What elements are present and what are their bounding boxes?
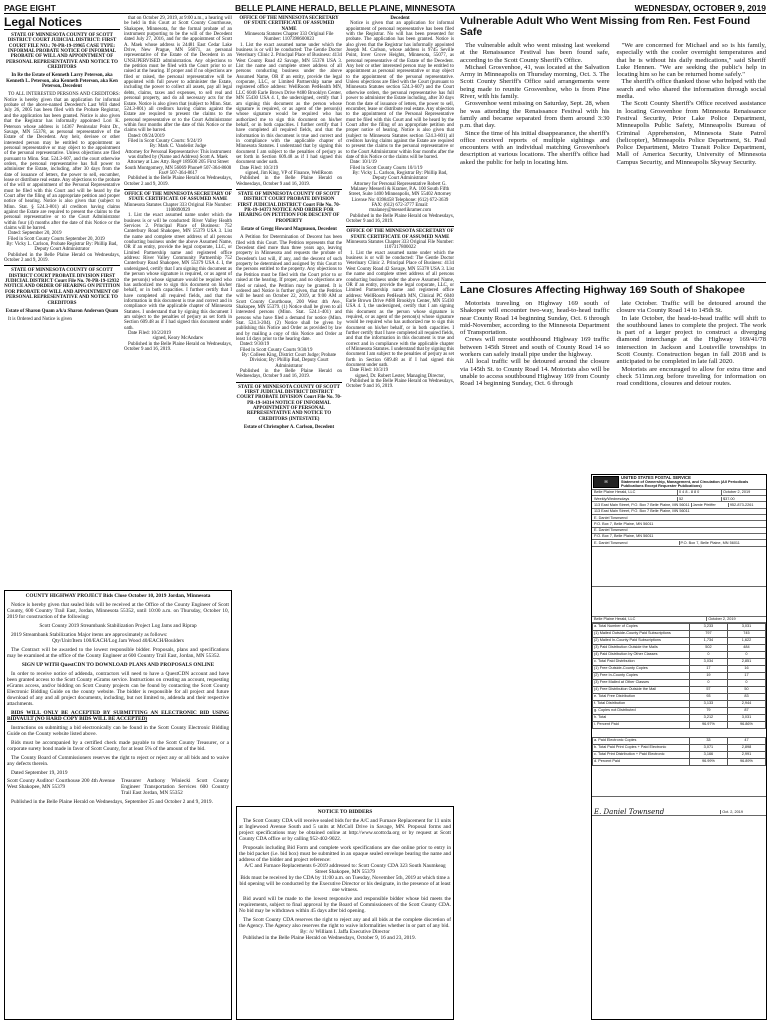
average-copies: 0	[689, 651, 727, 658]
row-label: d. Percent Paid	[593, 758, 690, 765]
average-copies: 3,212	[689, 714, 727, 721]
owner-address: P.O. Box 7, Belle Plaine, MN 56011	[680, 540, 740, 545]
estate-name: In Re the Estate of Kenneth Larry Peterson, aka Kenneth L. Peterson, aka Kenneth Peterson, aka Ken Peterson, Decedent	[6, 73, 118, 90]
cda-bid-notice	[236, 806, 454, 1020]
item-list: Qty/Unit/Item 100/EACH/Log Jam Wood 40/EACH/Boulders	[52, 638, 184, 644]
average-copies: 33	[689, 737, 727, 744]
headquarters-address: 113 East Main Street, P.O. Box 7 Belle Plaine, MN 56011	[594, 509, 690, 514]
circulation-row	[593, 737, 766, 744]
single-issue-copies: 3,031	[727, 623, 765, 630]
notice-body: Instructions on submitting a bid electronically can be found in the Scott County Electronic Bidding Guide on the County website listed above.	[7, 725, 229, 737]
story-paragraph: Michael Grosvenhoe, 41, was located at the Salvation Army in Minneapolis on Thursday morning, Oct. 3. The Scott County Sheriff's Office said arrangements were being made to reunite Grosvenhoe, who is from Pine River, with his family.	[460, 63, 610, 101]
notice-body: 1. List the exact assumed name under which the business is or will be conducted: River Valley Health Services 2. Principal Place of Business: 752 Canterbury Road Shakopee, MN 55379 USA 3. List the name and complete street address of all persons conducting business under the above Assumed Name, OR if an entity, provide the legal corporate, LLC, or Limited Partnership name and registered office address: River Valley Community Partnership 752 Canterbury Road Shakopee, MN 55379 USA 4. I, the undersigned, certify that I am signing this document as the person whose signature is required, or as agent of the person(s) whose signature would be required who has authorized me to sign this document on his/her behalf, or in both capacities. I further certify that I have completed all required fields, and that the information in this document is true and correct and in compliance with the applicable chapter of Minnesota Statutes. I understand that by signing this document I am subject to the penalties of perjury as set forth in Section 609.48 as if I had signed this document under oath.	[124, 213, 232, 331]
average-copies: 0	[689, 679, 727, 686]
single-issue-copies: 87	[727, 707, 765, 714]
circulation-row	[593, 700, 766, 707]
circulation-row	[593, 651, 766, 658]
owner-name: E. Daniel Townsend	[593, 541, 680, 545]
single-issue-copies: 2,898	[727, 744, 765, 751]
estate-name: Estate of Gregg Howard Magnuson, Decedent	[241, 227, 337, 233]
editor-name: E. Daniel Townsend	[594, 528, 628, 533]
notice-subheading: Minnesota Statutes Chapter 333 Original File Number: 1107317800022	[346, 240, 454, 251]
notice-signature: By: /s/ William I. Jaffa Executive Director	[300, 929, 390, 935]
notice-body: The Scott County CDA will receive sealed bids for the A/C and Furnace Replacement for 11 units at Inglewood Avenue South and 5 units at McColl Drive in Savage, MN. Proposal forms and project specifications may be obtained online at http://www.scottcda.org or by request at Scott County CDA office or by calling 952-402-9022.	[239, 818, 451, 842]
notice-dated: Date: 10/1/19	[350, 160, 377, 166]
circulation-row	[593, 744, 766, 751]
story-paragraph: Motorists traveling on Highway 169 south of Shakopee will encounter two-way, head-to-head traffic near County Road 14 beginning Sunday, Oct. 6 through mid-November, according to the Minnesota Department of Transportation.	[460, 300, 610, 337]
story-paragraph: Crews will reroute southbound Highway 169 traffic between 145th Street and south of County Road 14 so workers can safely install pipe under the highway.	[460, 336, 610, 359]
circulation-row	[593, 751, 766, 758]
bid-deadline: Bids must be received by the CDA by 11:00 a.m. on Tuesday, November 5th, 2019 at which time a bid opening will be conducted by the Executive Director or his designate, in the presence of at least one witness.	[239, 875, 451, 893]
circulation-row	[593, 672, 766, 679]
publication-note: Published in the Belle Plaine Herald on Wednesdays, October 9 and 16, 2019.	[124, 341, 232, 352]
estate-name: Estate of Christopher A. Carlson, Decedent	[243, 425, 335, 431]
publication-note: Published in the Belle Plaine Herald on Wednesdays, September 25 and October 2 and 9, 2019.	[11, 799, 213, 805]
form-title: Statement of Ownership, Management, and Circulation (All Periodicals Publications Except Requester Publications)	[621, 479, 749, 489]
row-label: a. Paid Electronic Copies	[593, 737, 690, 744]
single-issue-copies: 745	[727, 630, 765, 637]
bid-reference: A/C and Furnace Replacements 6-2019 addressed to: Scott County CDA 323 South Naumkeag Street Shakopee, MN 55379	[244, 863, 446, 875]
notice-signature: By: Colleen King, District Court Judge; Probate Division; By: Phillip Bad, Deputy Court Administrator	[241, 352, 337, 369]
publisher-address: P.O. Box 7, Belle Plaine, MN 56011	[594, 521, 654, 526]
notice-body: 1. List the exact assumed name under which the business is or will be conducted: The Gentle Doctor Veterinary Clinic 2. Principal Place of Business: 4134 West County Road 42 Savage, MN 55378 USA 3. List the name and complete street address of all persons conducting business under the above Assumed Name, OR if an entity, provide the legal corporate, LLC, or Limited Partnership name and registered office address: WellRoom PetHealth MN, LLC 6040 Earle Brown Drive #480 Brooklyn Center, MN 55430 USA 4. I, the undersigned, certify that I am signing this document as the person whose signature is required, or as agent of the person(s) whose signature would be required who has authorized me to sign this document on his/her behalf, or in both capacities. I further certify that I have completed all required fields, and that the information in this document is true and correct and in compliance with the applicable chapter of Minnesota Statutes. I understand that by signing this document I am subject to the penalties of perjury as set forth in Section 609.48 as if I had signed this document under oath.	[236, 42, 342, 166]
electronic-copies-table	[592, 737, 766, 766]
office-address: 113 East Main Street, P.O. Box 7 Belle Plaine, MN 56011	[594, 502, 690, 507]
circulation-row	[593, 630, 766, 637]
lane-closure-story	[460, 282, 766, 470]
notice-signature: By: Vicky L. Carlson, Registrar By: Phillip Bad, Deputy Court Administrator	[352, 170, 448, 182]
publication-note: Published in the Belle Plaine Herald on Wednesdays, October 2 and 9, 2019.	[124, 176, 232, 187]
single-issue-copies: 1,622	[727, 637, 765, 644]
story-paragraph: The vulnerable adult who went missing last weekend at the Renaissance Festival has been found safe, according to the Scott County Sheriff's Office.	[460, 42, 610, 64]
notice-signature: By: Vicky L. Carlson, Probate Registrar By: Phillip Bad, Deputy Court Administrator	[6, 242, 118, 253]
notice-filed: Filed in Scott County Courts 9/30/19	[240, 347, 313, 353]
single-issue-copies: 2,944	[727, 700, 765, 707]
circulation-row	[593, 758, 766, 765]
page-number: PAGE EIGHT	[4, 2, 56, 13]
single-issue-copies: 2,991	[727, 751, 765, 758]
notice-heading: OFFICE OF THE MINNESOTA SECRETARY OF STATE CERTIFICATE OF ASSUMED NAME	[124, 192, 232, 203]
signature-block: Scott County Auditor/ Courthouse 200 4th Avenue West Shakopee, MN 55379	[7, 778, 115, 790]
single-issue-copies: 83	[727, 693, 765, 700]
notice-filed: Filed in Scott County Courts 10/1/19	[350, 165, 423, 171]
single-issue-copies: 47	[727, 737, 765, 744]
average-copies: 3,034	[689, 658, 727, 665]
row-label: i. Percent Paid	[593, 721, 690, 728]
notice-heading: STATE OF MINNESOTA COUNTY OF SCOTT DISTRICT COURT PROBATE DIVISION FIRST JUDICIAL DISTRICT Court File No. 70-PR-19-12932 NOTICE AND ORDER OF HEARING ON PETITION FOR PROBATE OF WILL AND APPOINTMENT OF PERSONAL REPRESENTATIVE AND NOTICE TO CREDITORS	[4, 268, 120, 306]
notice-filed: Filed in Scott County Courts September 20, 2019	[8, 236, 105, 242]
form-agency: UNITED STATES POSTAL SERVICE	[621, 474, 691, 480]
story-headline: Vulnerable Adult Who Went Missing from Ren. Fest Found Safe	[460, 15, 751, 38]
notice-body: Bid award will be made to the lowest responsive and responsible bidder whose bid meets the requirements, subject to final approval by the Board of Commissioners of the Scott County CDA. No bid may be withdrawn within 45 days after bid opening.	[239, 896, 451, 914]
notice-body: It is Ordered and Notice is given	[8, 317, 72, 323]
circulation-row	[593, 686, 766, 693]
row-label: b. Total Paid Print Copies + Paid Electronic	[593, 744, 690, 751]
signature: E. Daniel Townsend	[593, 810, 721, 814]
postal-statement-form	[591, 474, 767, 1020]
average-copies: 3,166	[689, 751, 727, 758]
notice-dated: Date Filed: 10/2/2019	[128, 330, 171, 336]
row-label: (4) Free Distribution Outside the Mail	[593, 686, 690, 693]
filing-date: October 2, 2019	[723, 490, 751, 495]
contact-person: Jamie Pfeiffer	[692, 503, 729, 507]
notice-body: The Contract will be awarded to the lowest responsible bidder. Proposals, plans and specifications may be examined at the office of the County Engineer at 600 Country Trail East, Jordan, MN 55352.	[7, 647, 229, 659]
issue-frequency: Weekly/Wednesdays	[593, 497, 678, 501]
issue-date: October 2, 2019	[708, 617, 736, 622]
notice-signature: signed, Keary McAndarw	[152, 336, 204, 342]
notice-signature: signed, Dr. Robert Lester, Managing Director,	[355, 373, 445, 379]
row-label: e. Total Free Distribution	[593, 693, 690, 700]
single-issue-copies: 50	[727, 686, 765, 693]
signature-block: Treasurer Anthony Winiecki Scott County Engineer Transportation Services 600 Country Trail East Jordan, MN 55352	[121, 778, 229, 796]
notice-heading: STATE OF MINNESOTA COUNTY OF SCOTT DISTRICT COURT JUDICIAL DISTRICT: FIRST COURT FILE NO.: 70-PR-19-19965 CASE TYPE: INFORMAL PROBATE NOTICE OF INFORMAL PROBATE OF WILL AND APPOINTMENT OF PERSONAL REPRESENTATIVE AND NOTICE TO CREDITORS	[6, 33, 118, 71]
single-issue-copies: 96.86%	[727, 721, 765, 728]
notice-body: The Scott County CDA reserves the right to reject any and all bids at the complete discretion of the Agency. The Agency also reserves the right to waive informalities whether in or part of any bid.	[239, 917, 451, 929]
notice-dated: Dated: 09/24/2019	[128, 133, 165, 139]
publication-note: Published in the Belle Plaine Herald on Wednesdays, October 9 and 16, 2019.	[346, 213, 454, 225]
highway-bid-notice	[4, 590, 232, 1020]
average-copies: 3,233	[689, 623, 727, 630]
circulation-row	[593, 714, 766, 721]
row-label: g. Copies not Distributed	[593, 707, 690, 714]
circulation-row	[593, 637, 766, 644]
notice-dated: Dated: 9/30/19	[240, 342, 270, 348]
story-paragraph: Motorists are encouraged to allow for extra time and check 511mn.org before traveling for information on road conditions, closures and detour routes.	[616, 365, 766, 388]
story-headline: Lane Closures Affecting Highway 169 South of Shakopee	[460, 284, 745, 296]
circulation-row	[593, 665, 766, 672]
row-label: c. Total Paid Distribution	[593, 658, 690, 665]
publication-note: Published in the Belle Plaine Herald on Wednesdays, October 9 and 16, 2019.	[236, 176, 342, 187]
single-issue-copies: 96.89%	[727, 758, 765, 765]
notice-body: Notice is hereby given that sealed bids will be received at the Office of the County Engineer of Scott County, 600 Country Trail East, Jordan, Minnesota 55352, until 10:00 a.m. on Thursday, October 10, 2019 for construction of the following:	[7, 602, 229, 620]
notice-heading: STATE OF MINNESOTA COUNTY OF SCOTT DISTRICT COURT PROBATE DIVISION FIRST JUDICIAL DISTRICT Court File No. 70-PR-19-14373 NOTICE AND ORDER FOR HEARING ON PETITION FOR DESCENT OF PROPERTY	[237, 192, 341, 224]
single-issue-copies: 16	[727, 665, 765, 672]
notice-heading: OFFICE OF THE MINNESOTA SECRETARY OF STATE CERTIFICATE OF ASSUMED NAME	[239, 16, 339, 32]
average-copies: 797	[689, 630, 727, 637]
average-copies: 96.97%	[689, 721, 727, 728]
issue-date: WEDNESDAY, OCTOBER 9, 2019	[634, 2, 766, 13]
legal-column-1	[4, 16, 120, 586]
missing-adult-story	[460, 16, 766, 261]
publication-note: Published in the Belle Plaine Herald on Wednesdays, October 2 and 9, 2019.	[4, 252, 120, 264]
row-label: (2) Free In-County Copies	[593, 672, 690, 679]
notice-body: The County Board of Commissioners reserves the right to reject or reject any or all bids and to waive any defects therein.	[7, 755, 229, 767]
notice-heading: STATE OF MINNESOTA COUNTY OF SCOTT FIRST JUDICIAL DISTRICT DISTRICT COURT PROBATE DIVISION Court File No. 70-PR-19-14314 NOTICE OF INFORMAL APPOINTMENT OF PERSONAL REPRESENTATIVE AND NOTICE TO CREDITORS (INTESTATE)	[236, 384, 342, 422]
story-paragraph: All local traffic will be detoured around the closure via 145th St. to County Road 14. Motorists also will be unable to access southbound Highway 169 from County Road 14 beginning Sunday, Oct. 6 through	[460, 358, 610, 388]
notice-subheading: Minnesota Statutes Chapter 333 Original File Number: 1107398600023	[244, 32, 334, 43]
notice-heading: Decedent	[390, 16, 410, 21]
publication-note: Published in the Belle Plaine Herald on Wednesdays, October 9 and 16, 2019.	[346, 379, 454, 390]
notice-dated: Date Filed: 10/3/19	[350, 368, 389, 374]
notice-body: Notice is given that an application for informal appointment of personal representative has been filed with the Registrar. No will has been presented for probate. The application has been granted. Notice is also given that the Registrar has informally appointed Joseph M. Carlson, whose address is 9745 Seville Point, Inver Grove Heights, Minnesota, 55077, as personal representative of the Estate of the Decedent. Any heir or other interested person may be entitled to appointment as personal representative or may object to the appointment of the personal representative. Unless objections are filed with the Court (pursuant to Minnesota Statutes section 524.3-607) and the Court otherwise orders, the personal representative has full power to administer the Estate including, after 30 days from the date of issuance of letters, the power to sell, encumber, lease or distribute real estate. Any objection to the appointment of the Personal Representative must be filed with this Court and will be heard by the Court after the filing of an appropriate petition and proper notice of hearing. Notice is also given that (subject to Minnesota Statutes section 524.3-801) all creditors having claims against the Estate are required to present the claims to the personal representative or to the Court Administrator within four months after the date of this Notice or the claims will be barred.	[346, 21, 454, 160]
notice-signature: signed, Jim King, VP of Finance, WellRoom	[245, 170, 333, 176]
circulation-row	[593, 679, 766, 686]
notice-heading: NOTICE TO BIDDERS	[317, 809, 373, 815]
average-copies: 57	[689, 686, 727, 693]
publication-number: 0 4 8 - 8 8 0	[678, 490, 722, 494]
notice-emphasis: BIDS WILL ONLY BE ACCEPTED BY SUBMITTING AN ELECTRONIC BID USING BIDVAULT (NO HARD COPY BIDS WILL BE ACCEPTED)	[7, 710, 229, 722]
section-title: Legal Notices	[4, 16, 120, 30]
publication-title: Belle Plaine Herald, LLC	[593, 617, 707, 621]
average-copies: 93	[689, 693, 727, 700]
signature-date: Oct. 2, 2019	[722, 810, 743, 815]
story-paragraph: In late October, the head-to-head traffic will shift to the southbound lanes to complete the project. The work is part of a larger project to construct a diverging diamond interchange at the Highway 169/41/78 intersection in Jackson and Louisville townships in Scott County. Construction began in fall 2018 and is anticipated to be completed in late fall 2020.	[616, 314, 766, 366]
notice-body: 2019 Streambank Stabilization Major items are approximately as follows:	[11, 632, 168, 638]
notice-filed: Filed in Scott County Courts: 9/24/19	[128, 138, 202, 144]
notice-heading: COUNTY HIGHWAY PROJECT Bids Close October 10, 2019 Jordan, Minnesota	[25, 593, 211, 599]
circulation-row	[593, 623, 766, 630]
row-label: (3) Paid Distribution Outside the Mails	[593, 644, 690, 651]
average-copies: 1,734	[689, 637, 727, 644]
newspaper-name: BELLE PLAINE HERALD, BELLE PLAINE, MINNESOTA	[235, 2, 456, 13]
row-label: (1) Mailed Outside-County Paid Subscriptions	[593, 630, 690, 637]
row-label: c. Total Print Distribution + Paid Electronic	[593, 751, 690, 758]
notice-dated: Dated September 19, 2019	[11, 770, 68, 776]
circulation-table	[592, 623, 766, 729]
row-label: (4) Paid Distribution by Other Classes	[593, 651, 690, 658]
attorney-info: Attorney for Personal Representative: This instrument was drafted by (Name and Address) Scott A. Maek Attorney at Law Atty. Reg# 189500 205 First Street South Montgomery, MN 56069 Phone# 507-364-8600 Fax# 507-364-8617	[124, 149, 232, 176]
single-issue-copies: 0	[727, 679, 765, 686]
notice-body: In order to receive notice of addenda, contractors will need to have a QuestCDN account and have been granted access to the Scott County eGrams service. Instructions on creating an account, requesting eGrams access, and/or bidding on Scott County projects can be found by contacting the Scott County Electronic Bidding Guide on the county website. The bidder is responsible for all project and future download of any and all project documents, including, but not limited to, addenda and their respective attachments.	[7, 671, 229, 707]
story-paragraph: Since the time of his initial disappearance, the sheriff's office received reports of multiple sightings and encounters with an individual matching Grosvenhoe's description at various locations. The sheriff's office had asked the public for help in locating him.	[460, 129, 610, 166]
single-issue-copies: 17	[727, 672, 765, 679]
notice-body: Bids must be accompanied by a certified check made payable to the Scott County Treasurer, or a corporate surety bond made in favor of Scott County, for at least 5% of the amount of the bid.	[7, 740, 229, 752]
story-paragraph: late October. Traffic will be detoured around the closure via County Road 14 to 145th St.	[616, 300, 766, 315]
story-paragraph: Grosvenhoe went missing on Saturday, Sept. 28, when he was attending the Renaissance Festival with his family and became separated from them around 3:30 p.m. that day.	[460, 100, 610, 130]
single-issue-copies: 2,851	[727, 658, 765, 665]
notice-dated: Dated: September 20, 2019	[8, 231, 62, 237]
contact-phone: 952-873-2261	[729, 502, 754, 507]
average-copies: 502	[689, 644, 727, 651]
circulation-row	[593, 721, 766, 728]
publication-title: Belle Plaine Herald, LLC	[593, 490, 678, 494]
subscription-price: $37.00	[723, 496, 735, 501]
circulation-row	[593, 644, 766, 651]
legal-column-4	[346, 16, 454, 576]
publication-note: Published in the Belle Plaine Herald on Wednesdays, October 9, 16 and 23, 2019.	[243, 935, 416, 941]
average-copies: 3,071	[689, 744, 727, 751]
circulation-row	[593, 693, 766, 700]
editor-address: P.O. Box 7, Belle Plaine, MN 56011	[594, 534, 654, 539]
notice-body: TO ALL INTERESTED PERSONS AND CREDITORS: Notice is hereby given that an application for informal probate of the above-named Decedent's Last Will dated July 26, 2005 has been filed with the Probate Registrar, and the application has been granted. Notice is also given that the Registrar has informally appointed Lori K. Peterson whose address is 14367 Peninsular Point Dr., Savage, MN 55378, as personal representative of the Estate of the Decedent. Any heir, devisee or other interested person may be entitled to appointment as personal representative or may object to the appointment of the personal representative. Unless objections are filed pursuant to Minn. Stat. 524.3-607, and the court otherwise orders, the personal representative has full power to administer the Estate, including, after 30 days from the date of issuance of letters, the power to sell, encumber, lease or distribute real estate. Any objections to the probate of the will or appointment of the Personal Representative must be filed with this Court and will be heard by the Court after the filing of an appropriate petition and proper notice of hearing. Notice is also given that (subject to Minn. Stat. § 524.3-801) all creditors having claims against the Estate are required to present the claims to the personal representative or to the Court Administrator within four (4) months after the date of this Notice or the claims will be barred.	[4, 92, 120, 232]
single-issue-copies: 0	[727, 651, 765, 658]
story-paragraph: "We are concerned for Michael and so is his family, especially with the cooler overnight temperatures and that he is without his daily medications," said Sheriff Luke Hennen. "We are seeking the public's help in locating him so he can be returned home safely."	[616, 42, 766, 79]
estate-name: Estate of Sharon Quam a/k/a Sharon Anderson Quam	[5, 308, 119, 314]
usps-eagle-icon: ✉	[593, 476, 619, 488]
average-copies: 96.99%	[689, 758, 727, 765]
notice-body: A Petition for Determination of Descent has been filed with this Court. The Petition represents that the Decedent died more than three years ago, leaving property in Minnesota and requests the probate of Decedent's last will, if any, and the descent of such property be determined and assigned by this Court to the persons entitled to the property. Any objections to the Petition must be filed with the Court prior to or raised at the hearing. If proper, and no objections are filed or raised, the Petition may be granted. It is ordered and Notice is further given, that the Petition will be heard on October 22, 2019, at 9:00 AM at Scott County Courthouse, 200 West 4th Ave., Shakopee, MN 55379. (1) Notice shall be given to all interested persons (Minn. Stat. 524.1-401) and persons who have filed a demand for notice (Minn. Stat. 524.3-204). (2) Notice shall be given by publishing this Notice and Order as provided by law and by mailing a copy of this Notice and Order at least 14 days prior to the hearing date.	[236, 235, 342, 342]
story-paragraph: The sheriff's office thanked those who helped with the search and who shared the information through social media.	[616, 78, 766, 101]
publication-note: Published in the Belle Plaine Herald on Wednesdays, October 9 and 16, 2019.	[236, 369, 342, 380]
notice-body: Proposals including Bid Form and complete work specifications are due online prior to entry in the bid packet (i.e. bid box) must be submitted in an opaque sealed envelope bearing the name and address of the bidder and project reference:	[239, 845, 451, 863]
legal-column-3	[236, 16, 342, 576]
attorney-info: Attorney for Personal Representative Robert G. Malaney Messerli & Kramer, P.A. 100 South Fifth Street, Suite 1400 Minneapolis, MN 55402 Attorney License No: 0398458 Telephone: (612) 672-3639 FAX: (612) 672-3777 Email: rmalaney@messerlikramer.com	[348, 181, 452, 214]
notice-signature: By: Mark C. Vandelist Judge	[149, 144, 207, 150]
circulation-row	[593, 707, 766, 714]
masthead	[4, 2, 766, 14]
average-copies: 17	[689, 665, 727, 672]
row-label: (3) Free Mailed at Other Classes	[593, 679, 690, 686]
row-label: (1) Free Outside-County Copies	[593, 665, 690, 672]
average-copies: 19	[689, 672, 727, 679]
row-label: h. Total	[593, 714, 690, 721]
row-label: f. Total Distribution	[593, 700, 690, 707]
notice-dated: Date Filed: 10/3/19	[240, 165, 279, 171]
notice-body: that on October 29, 2019, at 9:00 a.m., a hearing will be held in this Court at Scott County Courthouse, Shakopee, Minnesota, for the formal probate of an instrument purporting to be the will of the Decedent dated July 27, 2016, and for the appointment of Scott A. Maek whose address is 24481 East Cedar Lake Drive, New Prague, MN 56071, as personal representative of the Estate of the Decedent in an UNSUPERVISED administration. Any objections to the petition must be filed with the Court prior to or raised at the hearing. If proper and if no objections are filed or raised, the personal representative will be appointed with full power to administer the Estate, including the power to collect all assets, pay all legal debts, claims, taxes and expenses, to sell real and personal property, and do all necessary acts for the Estate. Notice is also given that (subject to Minn. Stat. 524.3-801) all creditors having claims against the Estate are required to present the claims to the personal representative or to the Court Administrator within four months after the date of this Notice or the claims will be barred.	[124, 16, 232, 134]
notice-body: 1. List the exact assumed name under which the business is or will be conducted: The Gentle Doctor Veterinary Clinic 2. Principal Place of Business: 4134 West County Road 42 Savage, MN 55378 USA 3. List the name and complete street address of all persons conducting business under the above Assumed Name, OR if an entity, provide the legal corporate, LLC, or Limited Partnership name and registered office address: WellRoom PetHealth MN, Clinical PC 6040 Earle Brown Drive #480 Brooklyn Center, MN 55430 USA 4. I, the undersigned, certify that I am signing this document as the person whose signature is required, or as agent of the person(s) whose signature would be required who has authorized me to sign this document on his/her behalf, or in both capacities. I further certify that I have completed all required fields, and that the information in this document is true and correct and in compliance with the applicable chapter of Minnesota Statutes. I understand that by signing this document I am subject to the penalties of perjury as set forth in Section 609.48 as if I had signed this document under oath.	[346, 250, 454, 368]
single-issue-copies: 484	[727, 644, 765, 651]
project-name: Scott County 2019 Streambank Stabilization Project Log Jams and Riprap	[39, 623, 197, 629]
row-label: (2) Mailed In-County Paid Subscriptions	[593, 637, 690, 644]
story-paragraph: The Scott County Sheriff's Office received assistance in locating Grosvenhoe from Minnesota Renaissance Festival Security, Prior Lake Police Department, Minneapolis Public Safety, Minneapolis Bureau of Criminal Apprehension, Minnesota State Patrol (helicopter), Minneapolis Police Department, St. Paul Police Department, Metro Transit Police Department, Mall of America Security, University of Minnesota Campus Security, and Minneapolis Skyway Security.	[616, 100, 766, 166]
notice-emphasis: SIGN UP WITH QuestCDN TO DOWNLOAD PLANS AND PROPOSALS ONLINE	[21, 662, 215, 668]
legal-column-2	[124, 16, 232, 586]
issues-per-year: 52	[678, 497, 722, 501]
single-issue-copies: 3,031	[727, 714, 765, 721]
notice-heading: OFFICE OF THE MINNESOTA SECRETARY OF STATE CERTIFICATE OF ASSUMED NAME	[346, 229, 454, 240]
circulation-row	[593, 658, 766, 665]
average-copies: 79	[689, 707, 727, 714]
row-label: a. Total Number of Copies	[593, 623, 690, 630]
notice-subheading: Minnesota Statutes Chapter 333 Original File Number: 1100090929	[124, 202, 232, 214]
average-copies: 3,133	[689, 700, 727, 707]
publisher-name: E. Daniel Townsend	[594, 515, 628, 520]
